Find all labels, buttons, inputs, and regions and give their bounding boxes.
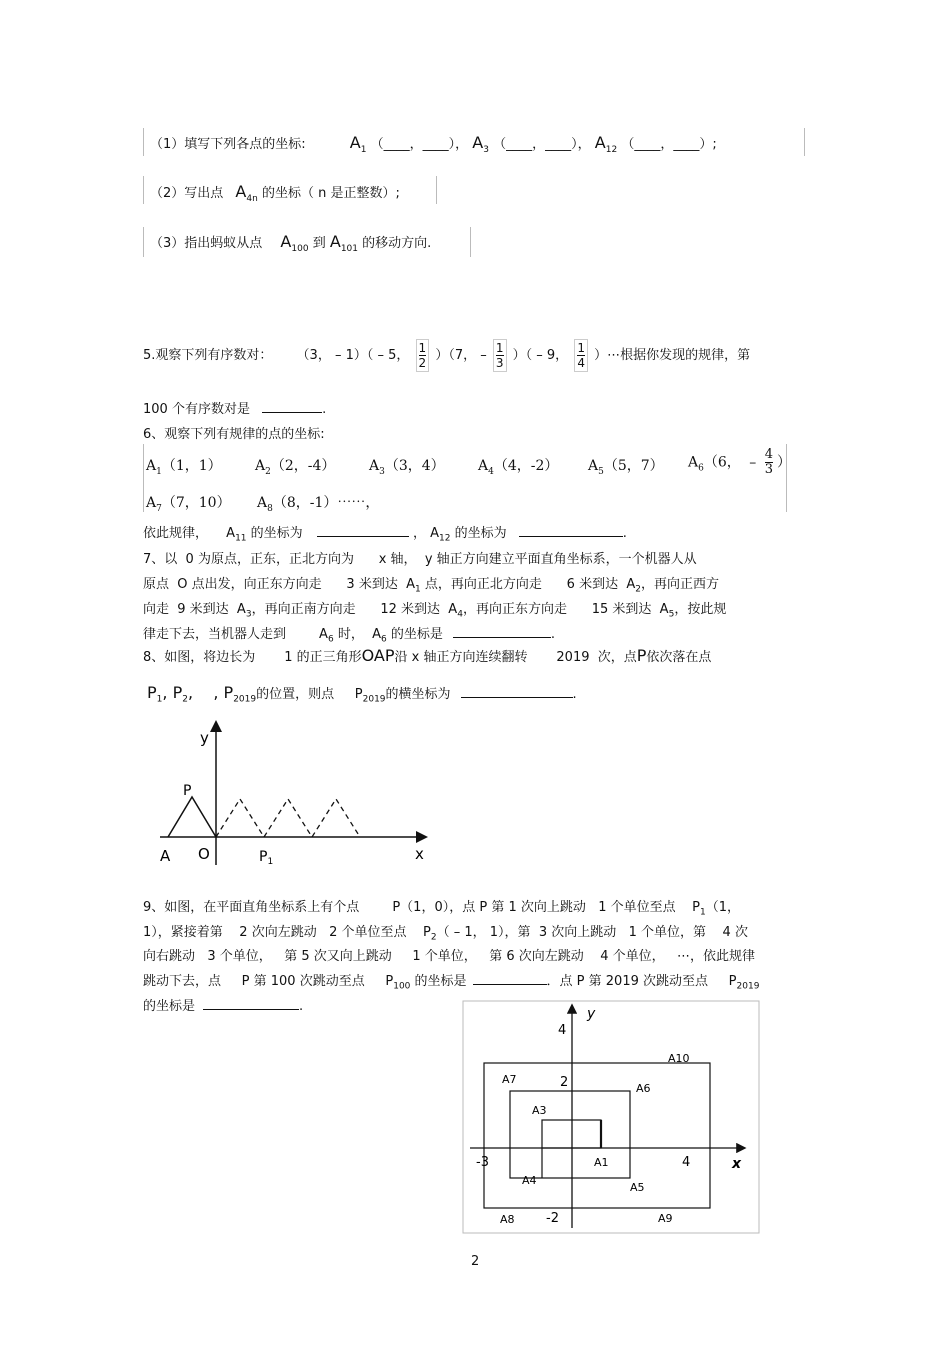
q9-line3: 向右跳动 3 个单位， 第 5 次又向上跳动 1 个单位， 第 6 次向左跳动 4 个单位， ⋯，依此规律 (143, 949, 756, 964)
q6-point-a4: $A_4(4$，-2） (478, 458, 559, 477)
q9-label-x: x (732, 1156, 742, 1172)
q7-line2: 原点 O 点出发，向正东方向走 3 米到达 $A_1$ 点，再向正北方向走 6 米到达 $A_2$，再向正西方 (143, 577, 719, 595)
q7-line3: 向走 9 米到达 $A_3$，再向正南方向走 12 米到达 $A_4$，再向正东方向走 15 米到达 $A_5$，按此规 (143, 602, 727, 620)
q4-blank-a12: （____，____）; (621, 137, 717, 152)
q8-line1: 8、如图，将边长为 1 的正三角形OAP沿 x 轴正方向连续翻转 2019 次，点P依次落在点 (143, 646, 712, 665)
q9-tick-2y: 2 (560, 1075, 569, 1090)
q9-tick-4y: 4 (558, 1023, 567, 1038)
q9-label-a7: A7 (502, 1073, 517, 1086)
q7-answer-blank (453, 637, 551, 638)
q8-dashed-triangles (216, 799, 360, 837)
q5-line1: 5.观察下列有序数对： （3， – 1）（ – 5， $\frac{1}{2}$ ）（7， – $\frac{1}{3}$ ）（ – 9， $\frac{1}{4}$ ）⋯根据你发现的规律，第 (143, 341, 751, 370)
q9-p2019-blank (203, 1009, 299, 1010)
q9-label-a3: A3 (532, 1104, 547, 1117)
q6-point-a3: $A_3(3$，4） (369, 458, 445, 477)
q5-fraction-2: $\frac{1}{3}$ (493, 339, 507, 372)
q6-point-a1: $A_1(1$，1） (146, 458, 222, 477)
q4-sub2: （2）写出点 $A_{4n}$ 的坐标（ n 是正整数）; (150, 182, 400, 205)
q6-a11-blank (317, 536, 409, 537)
q9-line5: 的坐标是 . (143, 999, 304, 1014)
q8-triangle-figure (150, 715, 440, 870)
q9-label-a8: A8 (500, 1213, 515, 1226)
q9-label-a6: A6 (636, 1082, 651, 1095)
q8-line2: $P_1$, $P_2$, , $P_{2019}$的位置，则点 $P_{2019}$的横坐标为 . (147, 683, 577, 705)
q6-point-a2: $A_2(2$，-4） (255, 458, 336, 477)
q8-label-a: A (160, 847, 171, 865)
q8-label-x: x (415, 845, 424, 863)
q7-line4: 律走下去，当机器人走到 $A_6$ 时， $A_6$ 的坐标是 . (143, 627, 555, 645)
q6-point-a8: $A_8(8$，-1）⋯⋯， (257, 495, 380, 514)
q9-tick-m3: -3 (476, 1155, 489, 1170)
q9-rect-outer (484, 1063, 710, 1208)
q5-fraction-1: $\frac{1}{2}$ (416, 339, 430, 372)
q4-blank-a1: （____，____）， (370, 137, 469, 152)
q5-answer-blank (262, 412, 322, 413)
q6-point-a6: $A_6(6$， – $\frac{4}{3}$ ） (688, 447, 791, 477)
q9-label-a5: A5 (630, 1181, 645, 1194)
q6-point-a7: $A_7(7$，10） (146, 495, 231, 514)
q9-spiral-figure (462, 1000, 762, 1235)
q9-line4: 跳动下去，点 P 第 100 次跳动至点 $P_{100}$ 的坐标是 ．点 P 第 2019 次跳动至点 $P_{2019}$ (143, 974, 760, 992)
q9-p100-blank (473, 984, 547, 985)
q9-tick-m2: -2 (546, 1211, 559, 1226)
page-number: 2 (471, 1254, 480, 1269)
q9-label-a10: A10 (668, 1052, 690, 1065)
q9-rect-middle (510, 1091, 630, 1178)
q9-tick-4x: 4 (682, 1155, 691, 1170)
q6-point-a5: $A_5(5$，7） (588, 458, 664, 477)
q8-label-p: P (183, 783, 192, 799)
q4-blank-a3: （____，____）， (493, 137, 591, 152)
q9-line2: 1），紧接着第 2 次向左跳动 2 个单位至点 $P_2( - 1$， 1），第 3 次向上跳动 1 个单位，第 4 次 (143, 925, 748, 943)
q4-sub1: （1）填写下列各点的坐标: $A_1$ （____，____）， $A_3$ （____，____）， $A_{12}$ （____，____）; (150, 133, 717, 156)
q6-a12-blank (519, 536, 623, 537)
q5-fraction-3: $\frac{1}{4}$ (574, 339, 588, 372)
q8-label-y: y (200, 729, 209, 747)
q8-label-o: O (198, 845, 210, 863)
q6-title: 6、观察下列有规律的点的坐标: (143, 427, 325, 442)
q6-rule: 依此规律， $A_{11}$ 的坐标为 ， $A_{12}$ 的坐标为 . (143, 526, 627, 544)
q9-label-y: y (587, 1006, 596, 1022)
q9-label-a4: A4 (522, 1174, 537, 1187)
q8-solid-triangle (168, 797, 216, 837)
q9-figure-frame (463, 1001, 759, 1233)
q6-a6-fraction: $\frac{4}{3}$ (764, 447, 773, 477)
q9-line1: 9、如图，在平面直角坐标系上有个点 P（1，0），点 P 第 1 次向上跳动 1 个单位至点 $P_1(1$， (143, 900, 741, 918)
q9-label-a9: A9 (658, 1212, 673, 1225)
q8-label-p1: $P_1$ (259, 849, 274, 867)
q9-label-a1: A1 (594, 1156, 609, 1169)
q7-line1: 7、以 0 为原点，正东，正北方向为 x 轴， y 轴正方向建立平面直角坐标系，一个机器人从 (143, 552, 697, 567)
q5-line2: 100 个有序数对是 . (143, 402, 327, 417)
q8-answer-blank (461, 697, 573, 698)
q4-sub3: （3）指出蚂蚁从点 $A_{100}$ 到 $A_{101}$ 的移动方向. (150, 232, 432, 255)
